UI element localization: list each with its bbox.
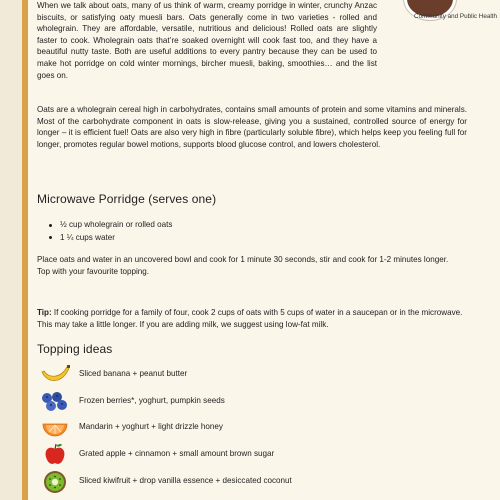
ingredient-list: [49, 219, 172, 244]
berries-icon: [39, 389, 71, 415]
kiwifruit-icon: [39, 469, 71, 495]
topping-text: Mandarin + yoghurt + light drizzle honey: [79, 422, 223, 431]
list-item: [37, 389, 467, 415]
method-text: [37, 254, 467, 277]
logo-caption: Community and Public Health: [414, 13, 497, 20]
intro-paragraph: When we talk about oats, many of us think of warm, creamy porridge in winter, crunchy Anzac biscuits, or satisfying oaty muesli bars. Oats generally come in two varieties - rolled and wholegrain. They are affordable, versatile, nutritious and delicious! Rolled oats are slightly faster to cook. Wholegrain oats that’re soaked overnight will cook fast too, and they have a beautiful nutty taste. Both are useful additions to every pantry because they can be used to make hot porridge on cold winter mornings, bircher muesli, baking, smoothies… and the list goes on.: [37, 1, 377, 80]
topping-text: Sliced kiwifruit + drop vanilla essence + desiccated coconut: [79, 476, 292, 485]
page-margin: [0, 0, 22, 500]
topping-text: Frozen berries*, yoghurt, pumpkin seeds: [79, 396, 225, 405]
tip-paragraph: [37, 307, 467, 330]
nutrition-paragraph: Oats are a wholegrain cereal high in carbohydrates, contains small amounts of protein and some vitamins and minerals. Most of the carbohydrate component in oats is slow-release, giving you a sustained, controlled source of energy for longer – it is efficient fuel! Oats are also very high in fibre (particularly soluble fibre), which helps keep you feeling full for longer, promotes regular bowel motions, supports blood glucose control, and lowers cholesterol.: [37, 105, 467, 149]
list-item: ½ cup wholegrain or rolled oats: [49, 219, 172, 232]
method-step-1: Place oats and water in an uncovered bowl and cook for 1 minute 30 seconds, stir and cook for 1-2 minutes longer.: [37, 255, 449, 264]
list-item: [37, 469, 467, 495]
tip-label: Tip:: [37, 308, 52, 317]
toppings-title: Topping ideas: [37, 342, 113, 356]
list-item: [37, 362, 467, 388]
list-item: [37, 442, 467, 468]
topping-text: Sliced banana + peanut butter: [79, 369, 188, 378]
list-item: [37, 415, 467, 441]
banana-icon: [39, 362, 71, 388]
topping-text: Grated apple + cinnamon + small amount brown sugar: [79, 449, 275, 458]
method-step-2: Top with your favourite topping.: [37, 266, 150, 276]
list-item: 1 ¼ cups water: [49, 232, 172, 245]
mandarin-icon: [39, 415, 71, 441]
recipe-title: Microwave Porridge (serves one): [37, 192, 217, 206]
apple-icon: [39, 442, 71, 468]
tip-text: If cooking porridge for a family of four, cook 2 cups of oats with 5 cups of water in a saucepan or in the microwave. This may take a little longer. If you are adding milk, we suggest using low-fat milk.: [37, 308, 463, 329]
accent-bar: [22, 0, 28, 500]
logo-block: [380, 0, 500, 30]
